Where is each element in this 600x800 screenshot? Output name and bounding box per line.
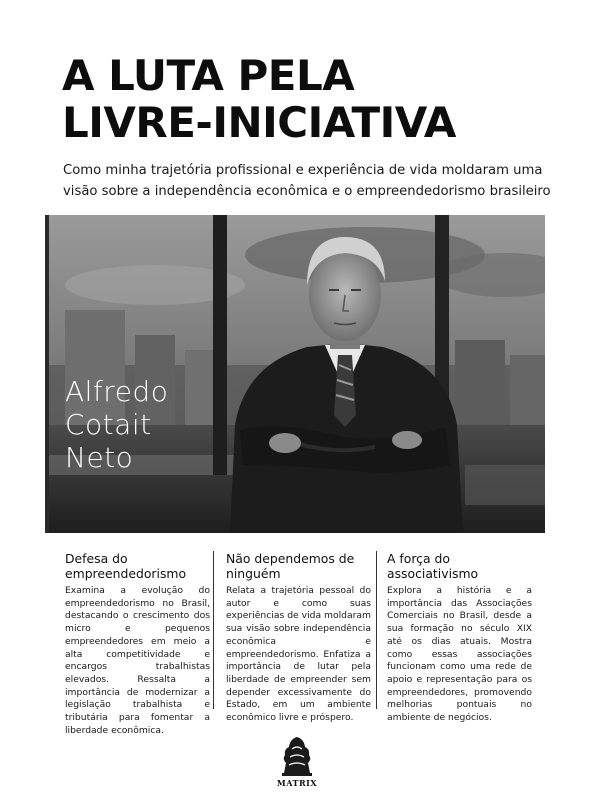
author-portrait-image [45, 215, 545, 533]
column-divider [213, 551, 214, 709]
author-photo [45, 215, 545, 533]
author-name-line-1: Alfredo [65, 375, 169, 408]
column-divider [376, 551, 377, 709]
author-name-line-2: Cotait [65, 408, 152, 441]
title-line-2: LIVRE-INICIATIVA [62, 98, 456, 147]
column-text: Relata a trajetória pessoal do autor e como suas experiências de vida moldaram sua visão sobre independência econômica e empreendedorismo. Enfatiza a importância de lutar pela liberdade de empreender sem depender excessivamente do Estado, em um ambiente econômico livre e próspero. [226, 585, 371, 724]
column-text: Explora a história e a importância das Associações Comerciais no Brasil, desde a sua formação no século XIX até os dias atuais. Mostra como essas associações funcionam como uma rede de apoio e representação para os empreendedores, promovendo melhorias pontuais no ambiente de negócios. [387, 585, 532, 724]
column-text: Examina a evolução do empreendedorismo no Brasil, destacando o crescimento dos micro e pequenos empreendedores em meio a alta competitividade e encargos trabalhistas elevados. Ressalta a importância de modernizar a legislação trabalhista e tributária para fomentar a liberdade econômica. [65, 585, 210, 736]
summary-column-2 [226, 551, 371, 725]
summary-columns [57, 551, 557, 736]
publisher-logo [272, 733, 322, 788]
author-name [65, 375, 168, 474]
publisher-name: MATRIX [276, 778, 318, 788]
book-subtitle: Como minha trajetória profissional e experiência de vida moldaram uma visão sobre a independência econômica e o empreendedorismo brasileiro [63, 163, 551, 199]
author-name-line-3: Neto [65, 441, 134, 474]
book-title [62, 52, 562, 146]
publisher-logo-icon [272, 733, 322, 777]
column-title: Não dependemos de ninguém [226, 551, 355, 581]
column-title: Defesa do empreendedorismo [65, 551, 187, 581]
column-title: A força do associativismo [387, 551, 479, 581]
summary-column-1 [65, 551, 210, 737]
summary-column-3 [387, 551, 532, 725]
title-line-1: A LUTA PELA [62, 51, 355, 100]
